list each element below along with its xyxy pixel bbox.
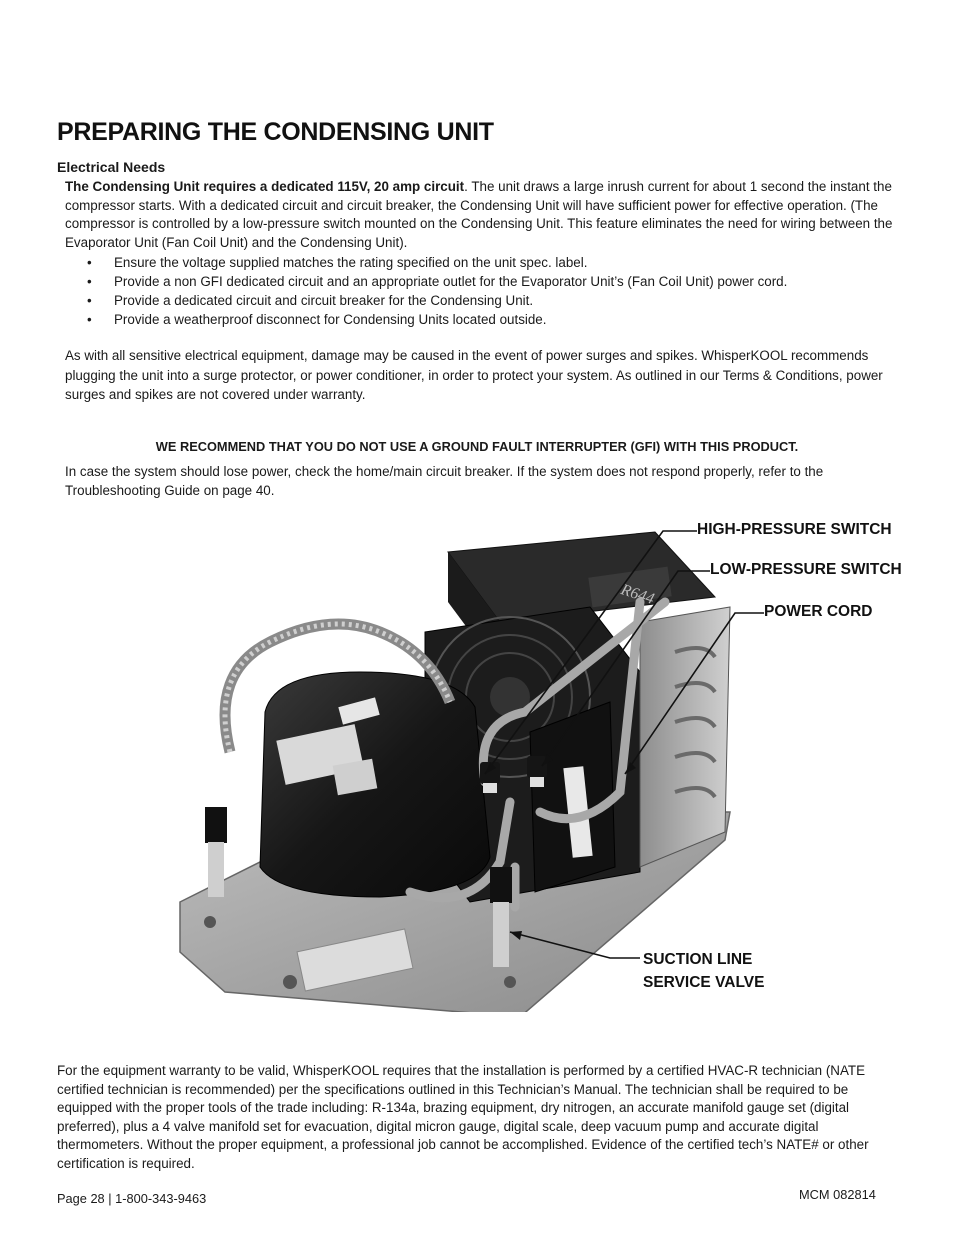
service-valve-left xyxy=(205,807,227,897)
condensing-unit-figure xyxy=(170,512,910,1012)
requirements-list xyxy=(65,253,885,329)
list-item: • Provide a non GFI dedicated circuit and an appropriate outlet for the Evaporator Unit’s (Fan Coil Unit) power cord. xyxy=(65,272,885,291)
list-item: • Provide a weatherproof disconnect for Condensing Units located outside. xyxy=(65,310,885,329)
condenser-coil xyxy=(640,607,730,867)
page-title: PREPARING THE CONDENSING UNIT xyxy=(57,118,494,146)
callout-power-cord: POWER CORD xyxy=(764,603,873,620)
warranty-paragraph: For the equipment warranty to be valid, WhisperKOOL requires that the installation is performed by a certified HVAC-R technician (NATE certified technician is recommended) per the specifications outlined in this Technician’s Manual. The technician shall be required to be equipped with the proper tools of the trade including: R-134a, brazing equipment, dry nitrogen, an accurate manifold gauge set (digital preferred), plus a 4 valve manifold set for evacuation, digital micron gauge, digital scale, deep vacuum pump and accurate digital thermometers. Without the proper equipment, a professional job cannot be accomplished. Evidence of the certified tech’s NATE# or other certification is required. xyxy=(57,1063,869,1171)
intro-bold: The Condensing Unit requires a dedicated 115V, 20 amp circuit xyxy=(65,179,465,194)
surge-paragraph: As with all sensitive electrical equipment, damage may be caused in the event of power surges and spikes. WhisperKOOL recommends plugging the unit into a surge protector, or power conditioner, in order to protect your system. As outlined in our Terms & Conditions, power surges and spikes are not covered under warranty. xyxy=(65,348,883,402)
service-valve-suction xyxy=(490,867,512,967)
unit-marking: R644 xyxy=(618,581,657,608)
callout-low-pressure-switch: LOW-PRESSURE SWITCH xyxy=(710,561,902,578)
list-item: • Ensure the voltage supplied matches the rating specified on the unit spec. label. xyxy=(65,253,885,272)
footer-page-phone: Page 28 | 1-800-343-9463 xyxy=(57,1191,207,1206)
callout-high-pressure-switch: HIGH-PRESSURE SWITCH xyxy=(697,521,892,538)
callout-line-1: SUCTION LINE xyxy=(643,951,753,968)
callout-suction-line-service-valve xyxy=(643,948,764,994)
intro-paragraph xyxy=(65,178,895,252)
callout-line-2: SERVICE VALVE xyxy=(643,974,765,991)
power-loss-paragraph: In case the system should lose power, check the home/main circuit breaker. If the system does not respond properly, refer to the Troubleshooting Guide on page 40. xyxy=(65,464,824,498)
pressure-switch-low xyxy=(527,756,547,787)
gfi-warning: WE RECOMMEND THAT YOU DO NOT USE A GROUND FAULT INTERRUPTER (GFI) WITH THIS PRODUCT. xyxy=(155,438,799,454)
footer-doc-code: MCM 082814 xyxy=(799,1187,876,1202)
intro-text: . The unit draws a large inrush current for about 1 second the instant the compressor starts. With a dedicated circuit and circuit breaker, the Condensing Unit will have sufficient power for effective operation. (The compressor is controlled by a low-pressure switch mounted on the Condensing Unit. This feature eliminates the need for wiring between the Evaporator Unit (Fan Coil Unit) and the Condensing Unit). xyxy=(65,179,893,250)
section-heading: Electrical Needs xyxy=(57,159,166,175)
list-item: • Provide a dedicated circuit and circuit breaker for the Condensing Unit. xyxy=(65,291,885,310)
